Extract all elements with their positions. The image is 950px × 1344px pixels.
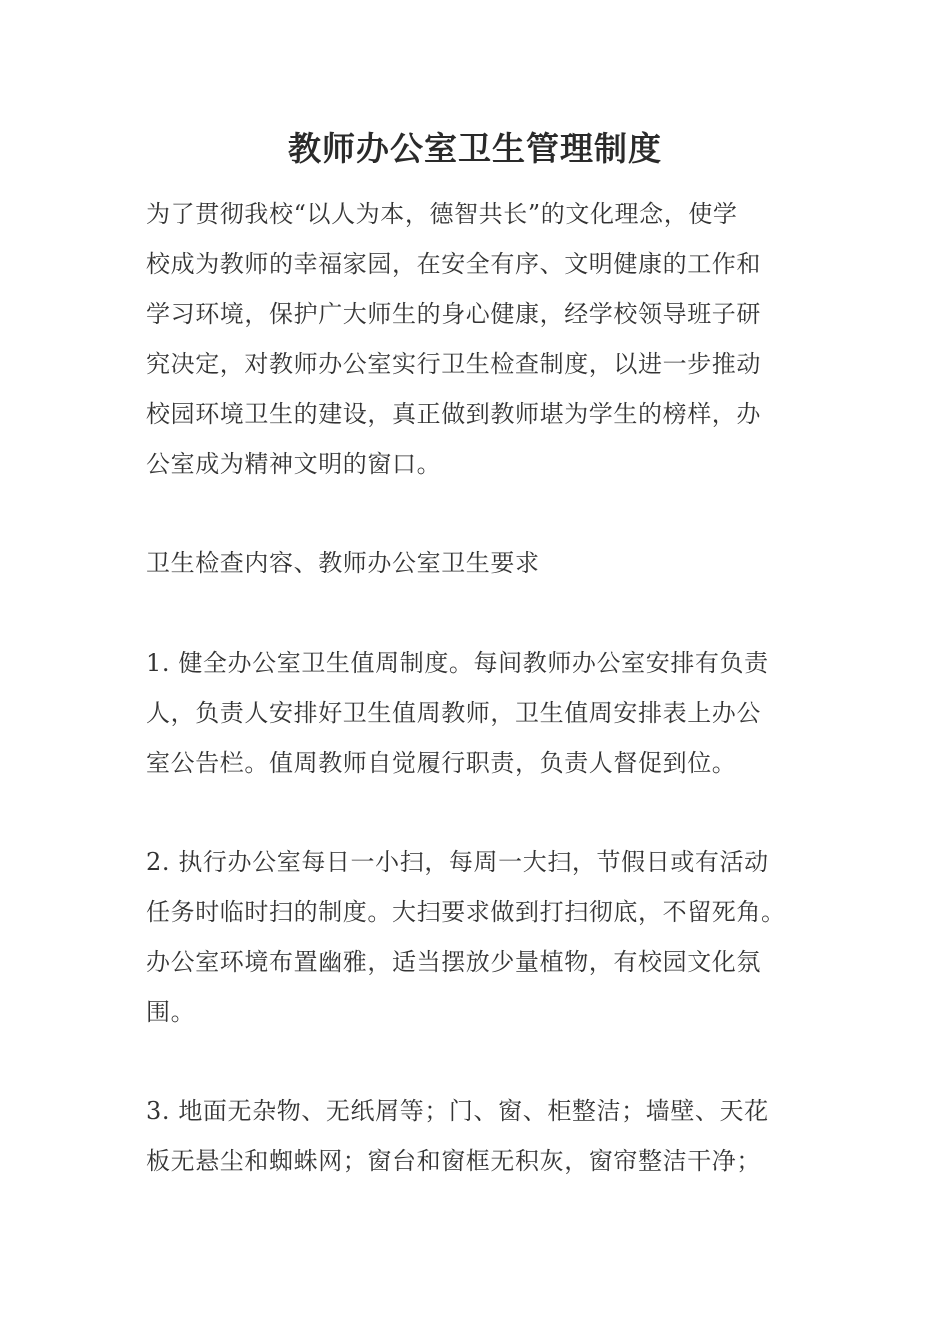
section-heading: 卫生检查内容、教师办公室卫生要求 [146, 549, 540, 577]
text-line: 3. 地面无杂物、无纸屑等；门、窗、柜整洁；墙壁、天花 [146, 1097, 769, 1125]
text-line: 围。 [146, 998, 196, 1026]
text-line: 校成为教师的幸福家园，在安全有序、文明健康的工作和 [146, 250, 761, 278]
text-line: 任务时临时扫的制度。大扫要求做到打扫彻底，不留死角。 [146, 898, 786, 926]
document-title: 教师办公室卫生管理制度 [288, 129, 662, 168]
text-line: 室公告栏。值周教师自觉履行职责，负责人督促到位。 [146, 749, 737, 777]
text-line: 1. 健全办公室卫生值周制度。每间教师办公室安排有负责 [146, 649, 769, 677]
text-line: 公室成为精神文明的窗口。 [146, 450, 442, 478]
text-line: 为了贯彻我校“以人为本，德智共长”的文化理念，使学 [146, 200, 738, 228]
text-line: 人，负责人安排好卫生值周教师，卫生值周安排表上办公 [146, 699, 761, 727]
text-line: 办公室环境布置幽雅，适当摆放少量植物，有校园文化氛 [146, 948, 761, 976]
text-line: 学习环境，保护广大师生的身心健康，经学校领导班子研 [146, 300, 761, 328]
text-line: 校园环境卫生的建设，真正做到教师堪为学生的榜样，办 [146, 400, 761, 428]
text-line: 2. 执行办公室每日一小扫，每周一大扫，节假日或有活动 [146, 848, 769, 876]
text-line: 板无悬尘和蜘蛛网；窗台和窗框无积灰，窗帘整洁干净； [146, 1147, 761, 1175]
text-line: 究决定，对教师办公室实行卫生检查制度，以进一步推动 [146, 350, 761, 378]
